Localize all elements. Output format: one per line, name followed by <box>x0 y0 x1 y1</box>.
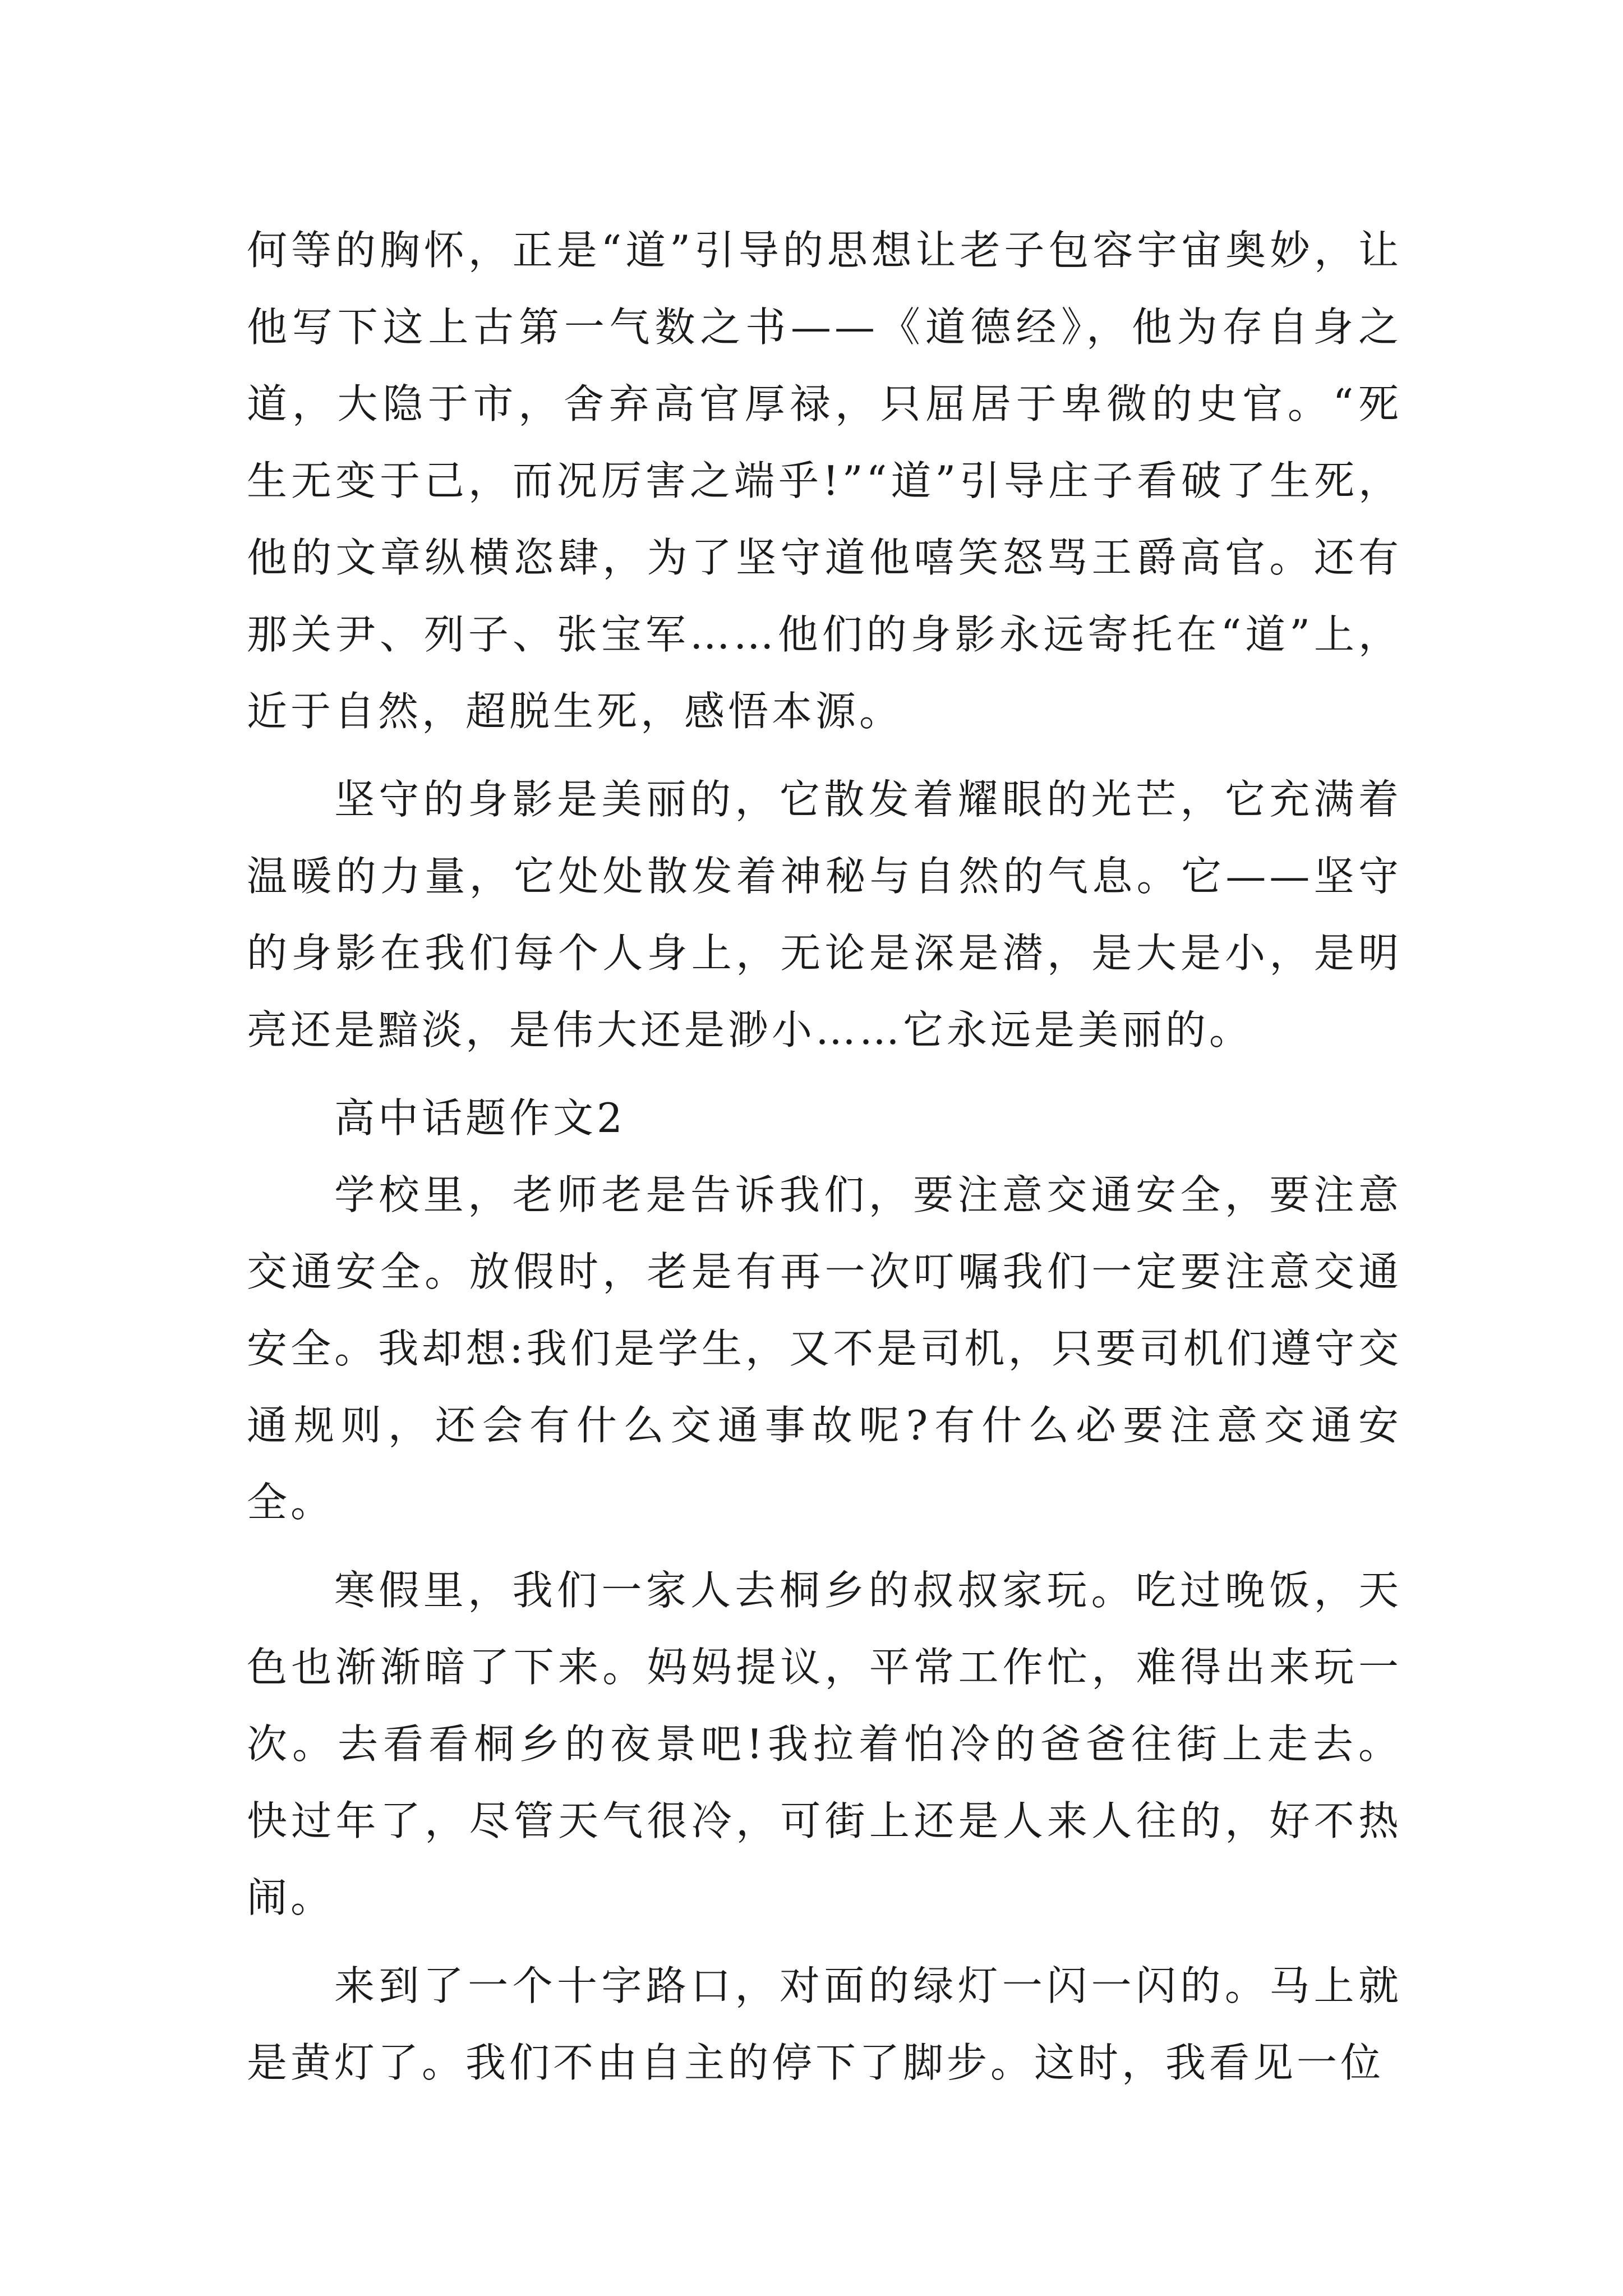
paragraph-crossroads: 来到了一个十字路口，对面的绿灯一闪一闪的。马上就是黄灯了。我们不由自主的停下了脚步。这时，我看见一位 <box>247 1962 1402 2086</box>
paragraph-winter-vacation: 寒假里，我们一家人去桐乡的叔叔家玩。吃过晚饭，天色也渐渐暗了下来。妈妈提议，平常工作忙，难得出来玩一次。去看看桐乡的夜景吧!我拉着怕冷的爸爸往街上走去。快过年了，尽管天气很冷，可街上还是人来人往的，好不热闹。 <box>247 1567 1402 1921</box>
paragraph-beautiful-figure: 坚守的身影是美丽的，它散发着耀眼的光芒，它充满着温暖的力量，它处处散发着神秘与自然的气息。它——坚守的身影在我们每个人身上，无论是深是潜，是大是小，是明亮还是黯淡，是伟大还是渺小……它永远是美丽的。 <box>247 776 1402 1053</box>
paragraph-school-safety: 学校里，老师老是告诉我们，要注意交通安全，要注意交通安全。放假时，老是有再一次叮嘱我们一定要注意交通安全。我却想:我们是学生，又不是司机，只要司机们遵守交通规则，还会有什么交通事故呢?有什么必要注意交通安全。 <box>247 1171 1402 1526</box>
document-body <box>247 212 1402 2101</box>
section-heading: 高中话题作文2 <box>334 1094 626 1142</box>
paragraph-laozi-zhuangzi: 何等的胸怀，正是“道”引导的思想让老子包容宇宙奥妙，让他写下这上古第一气数之书——《道德经》，他为存自身之道，大隐于市，舍弃高官厚禄，只屈居于卑微的史官。“死生无变于己，而况厉害之端乎!”“道”引导庄子看破了生死，他的文章纵横恣肆，为了坚守道他嘻笑怒骂王爵高官。还有那关尹、列子、张宝军……他们的身影永远寄托在“道”上，近于自然，超脱生死，感悟本源。 <box>247 227 1402 735</box>
